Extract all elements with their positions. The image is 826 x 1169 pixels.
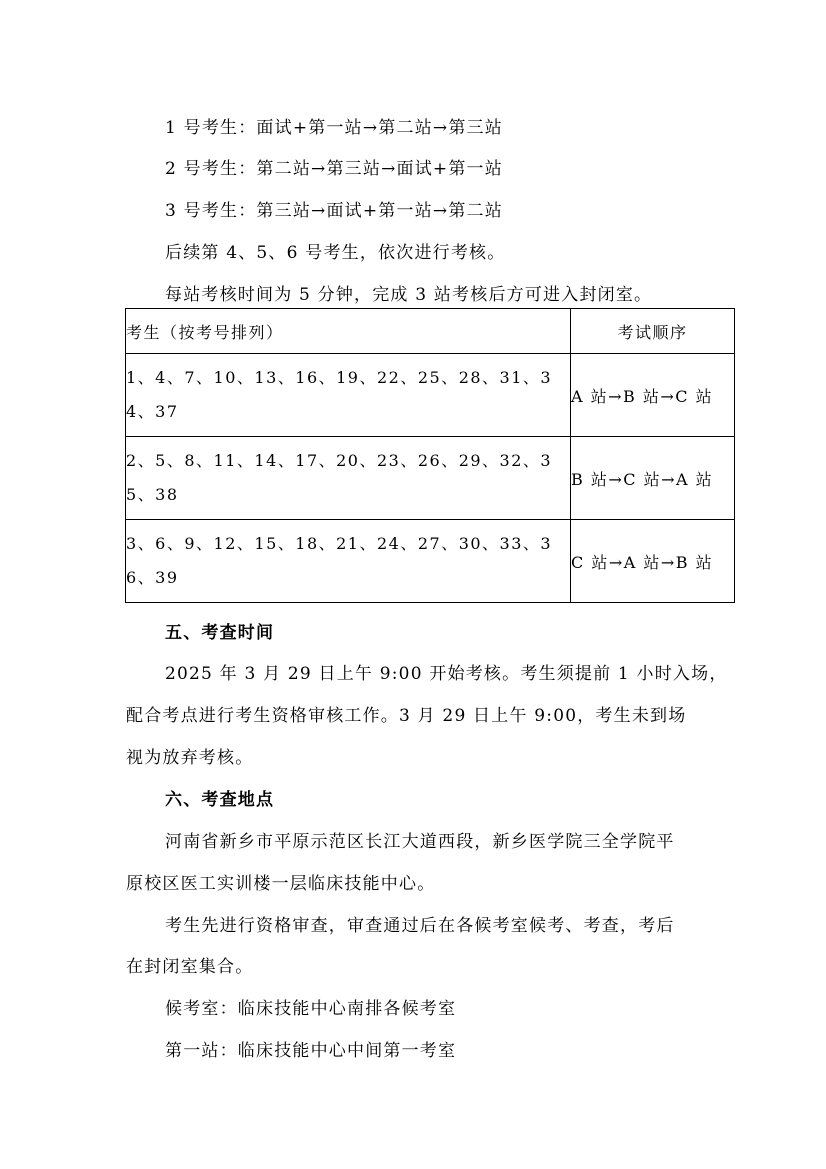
exam-order-cell: B 站→C 站→A 站: [571, 437, 735, 520]
section6-line: 考生先进行资格审查，审查通过后在各候考室候考、考查，考后: [165, 916, 675, 936]
examinee-ids-cell: 3、6、9、12、15、18、21、24、27、30、33、36、39: [126, 520, 571, 603]
examinee-3-order: 3 号考生：第三站→面试+第一站→第二站: [165, 201, 503, 221]
examinee-2-order: 2 号考生：第二站→第三站→面试+第一站: [165, 159, 503, 179]
station-time-note: 每站考核时间为 5 分钟，完成 3 站考核后方可进入封闭室。: [165, 285, 653, 305]
examinee-ids-cell: 2、5、8、11、14、17、20、23、26、29、32、35、38: [126, 437, 571, 520]
table-row: [126, 354, 735, 437]
exam-order-cell: A 站→B 站→C 站: [571, 354, 735, 437]
section6-heading: 六、考查地点: [165, 790, 275, 810]
section5-line: 配合考点进行考生资格审核工作。3 月 29 日上午 9:00，考生未到场: [126, 706, 687, 726]
section6-line: 原校区医工实训楼一层临床技能中心。: [126, 874, 436, 894]
station-one-line: 第一站：临床技能中心中间第一考室: [165, 1041, 457, 1061]
header-examinee: 考生（按考号排列）: [126, 309, 571, 354]
section5-line: 视为放弃考核。: [126, 748, 254, 768]
examinee-ids-cell: 1、4、7、10、13、16、19、22、25、28、31、34、37: [126, 354, 571, 437]
examinee-1-order: 1 号考生：面试+第一站→第二站→第三站: [165, 118, 503, 138]
table-header-row: [126, 309, 735, 354]
section5-heading: 五、考查时间: [165, 623, 275, 643]
header-exam-order: 考试顺序: [571, 309, 735, 354]
waiting-room-line: 候考室：临床技能中心南排各候考室: [165, 999, 457, 1019]
exam-order-cell: C 站→A 站→B 站: [571, 520, 735, 603]
exam-order-table: [125, 308, 735, 603]
subsequent-examinees-note: 后续第 4、5、6 号考生，依次进行考核。: [165, 243, 506, 263]
section6-line: 河南省新乡市平原示范区长江大道西段，新乡医学院三全学院平: [165, 832, 675, 852]
section6-line: 在封闭室集合。: [126, 957, 254, 977]
table-row: [126, 437, 735, 520]
table-row: [126, 520, 735, 603]
section5-line: 2025 年 3 月 29 日上午 9:00 开始考核。考生须提前 1 小时入场，: [165, 664, 728, 684]
